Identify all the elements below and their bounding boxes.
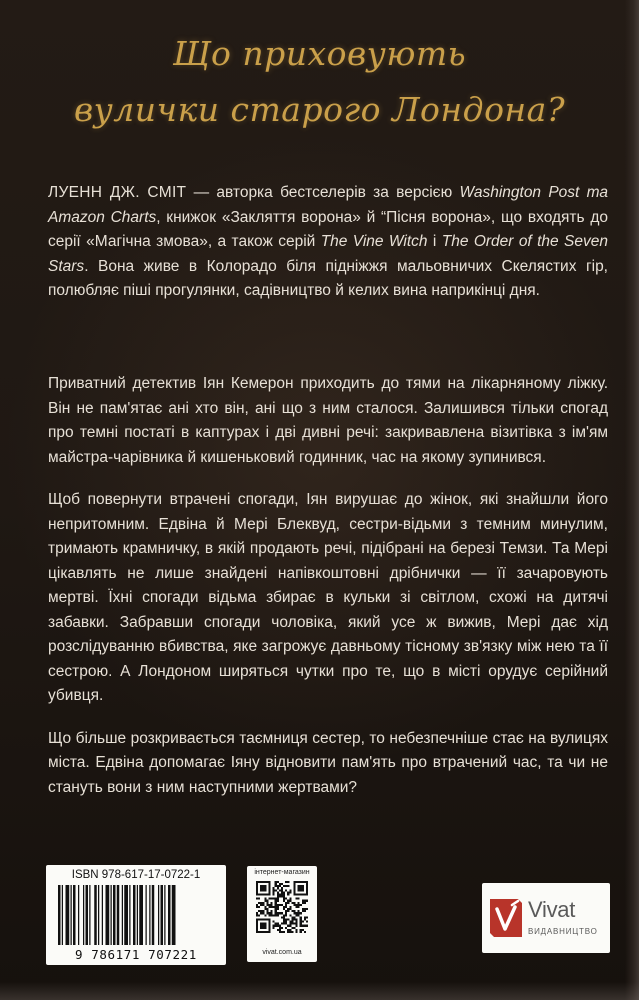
qr-url: vivat.com.ua [262, 949, 302, 956]
bio-text-4: . Вона живе в Колорадо біля підніжжя мальовничих Скелястих гір, полюбляє піші прогулянки, садівництво й келих вина наприкінці дня. [48, 257, 608, 299]
bio-text-3: і [427, 233, 442, 250]
blurb-paragraph-3: Що більше розкривається таємниця сестер, то небезпечніше стає на вулицях міста. Едвіна допомагає Іяну відновити пам'ять про втрачений час, та чи не стануть вони з ним наступними жертвами? [48, 729, 608, 796]
publisher-logo [482, 883, 610, 953]
bio-italic-3: The Order of the Seven Stars [48, 233, 608, 275]
tagline-line-2: вулички старого Лондона? [73, 90, 566, 129]
book-edge-bottom [0, 982, 639, 1000]
blurb-paragraph-1: Приватний детектив Іян Кемерон приходить до тями на лікарняному ліжку. Він не пам'ятає ані хто він, ані що з ним сталося. Залишився тільки спогад про темні постаті в каптурах і дві дивні речі: закривавлена візитівка з ім'ям майстра-чарівника й кишеньковий годинник, час на якому зупинився. [48, 375, 608, 466]
cover-tagline [0, 26, 639, 138]
author-bio [48, 181, 608, 304]
tagline-line-1: Що приховують [172, 34, 467, 73]
bio-text-1: — авторка бестселерів за версією [186, 184, 460, 201]
author-name: ЛУЕНН ДЖ. СМІТ [48, 184, 187, 201]
book-edge-right [625, 0, 639, 1000]
barcode-icon [56, 885, 216, 947]
qr-code-icon [256, 881, 308, 933]
vivat-logo-icon [488, 895, 524, 941]
isbn-number: ISBN 978-617-17-0722-1 [71, 869, 201, 881]
bio-italic-1: Washington Post та Amazon Charts [48, 184, 608, 226]
bio-italic-2: The Vine Witch [320, 233, 428, 250]
qr-label: інтернет-магазин [254, 869, 310, 876]
book-blurb [48, 372, 608, 818]
publisher-subtitle: ВИДАВНИЦТВО [528, 927, 598, 936]
blurb-paragraph-2: Щоб повернути втрачені спогади, Іян вирушає до жінок, які знайшли його непритомним. Едвіна й Мері Блеквуд, сестри-відьми з темним минулим, тримають крамничку, в якій продають речі, підібрані на березі Темзи. Та Мері цікавлять не лише знайдені напівкоштовні дрібнички — її зачаровують мертві. Їхні спогади відьма збирає в кульки зі світлом, схожі на дитячі забавки. Забравши спогади чоловіка, який усе ж вижив, Мері дає хід розслідуванню вбивства, яке загрожує давньому тісному зв'язку між нею та її сестрою. А Лондоном ширяться чутки про те, що в місті орудує серійний убивця. [48, 491, 608, 704]
barcode-digits: 9 786171 707221 [75, 947, 197, 962]
qr-panel [247, 866, 317, 962]
bio-text-2: , книжок «Закляття ворона» й “Пісня ворона», що входять до серії «Магічна змова», а також серій [48, 208, 609, 250]
publisher-name: Vivat [528, 897, 576, 922]
isbn-barcode-panel [46, 865, 226, 965]
